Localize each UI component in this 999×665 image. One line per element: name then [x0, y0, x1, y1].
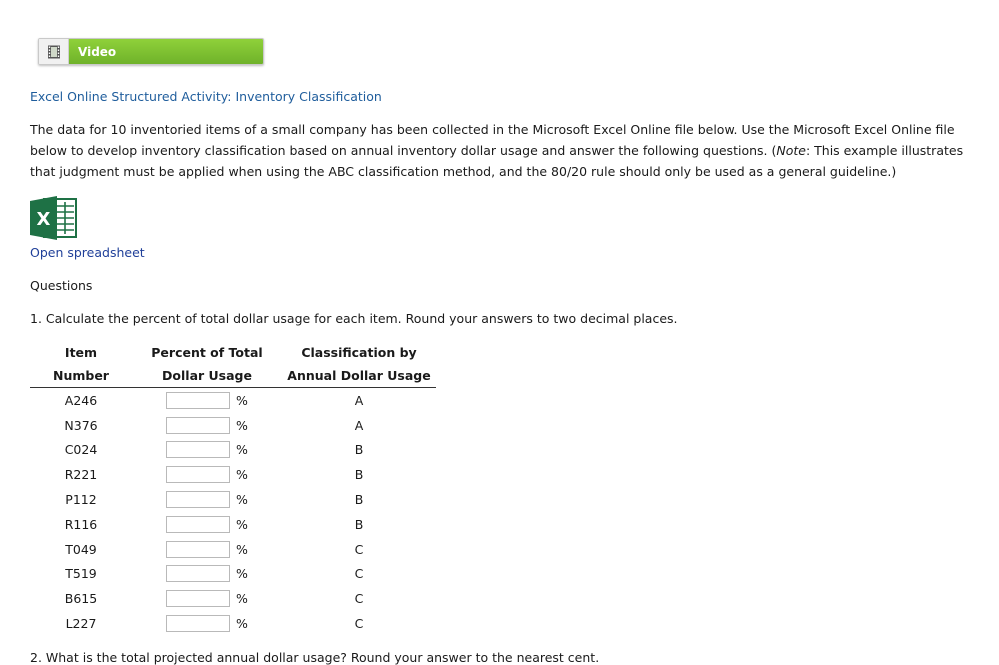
question-1-text: 1. Calculate the percent of total dollar usage for each item. Round your answers to two decimal places.: [30, 311, 678, 326]
item-number: L227: [65, 616, 97, 632]
percent-cell: [132, 615, 282, 632]
percent-input[interactable]: [166, 491, 230, 508]
item-number: R221: [64, 467, 98, 483]
percent-cell: [132, 491, 282, 508]
item-number: T519: [65, 566, 97, 582]
item-number: N376: [64, 417, 98, 433]
header-item-number: [30, 341, 132, 387]
percent-input[interactable]: [166, 392, 230, 409]
note-label: Note: [776, 143, 806, 158]
table-body: [30, 388, 436, 636]
intro-text-start: The data for 10 inventoried items of a small company has been collected in the Microsoft Excel Online file below. Use the Microsoft Excel Online file below to develop inventory classification based on annual inventory dollar usage and answer the following questions. (: [30, 122, 955, 158]
table-row: [30, 413, 436, 438]
header-item-line1: Item: [64, 345, 98, 360]
percent-cell: [132, 516, 282, 533]
item-number: R116: [64, 516, 98, 532]
percent-sign: %: [236, 392, 248, 408]
percent-cell: [132, 466, 282, 483]
table-row: [30, 611, 436, 636]
excel-icon[interactable]: [30, 196, 78, 243]
item-number: B615: [64, 591, 98, 607]
table-row: [30, 562, 436, 587]
classification: A: [354, 392, 364, 408]
percent-cell: [132, 590, 282, 607]
header-percent: [132, 341, 282, 387]
header-class-line2: Annual Dollar Usage: [287, 368, 431, 383]
percent-input[interactable]: [166, 466, 230, 483]
questions-heading: Questions: [30, 278, 93, 293]
classification: B: [354, 467, 364, 483]
table-row: [30, 537, 436, 562]
table-row: [30, 462, 436, 487]
percent-input[interactable]: [166, 590, 230, 607]
percent-sign: %: [236, 616, 248, 632]
classification: A: [354, 417, 364, 433]
classification: C: [354, 541, 364, 557]
header-class-line1: Classification by: [301, 345, 417, 360]
table-header: [30, 341, 436, 388]
percent-sign: %: [236, 467, 248, 483]
film-icon: [39, 39, 69, 64]
percent-sign: %: [236, 492, 248, 508]
percent-input[interactable]: [166, 565, 230, 582]
item-number: A246: [64, 392, 98, 408]
video-button[interactable]: [38, 38, 264, 65]
percent-sign: %: [236, 591, 248, 607]
table-row: [30, 586, 436, 611]
item-number: T049: [65, 541, 97, 557]
table-row: [30, 388, 436, 413]
percent-input[interactable]: [166, 615, 230, 632]
open-spreadsheet-link[interactable]: Open spreadsheet: [30, 245, 145, 260]
question-2-text: 2. What is the total projected annual dollar usage? Round your answer to the nearest cent.: [30, 650, 600, 665]
percent-cell: [132, 441, 282, 458]
header-percent-line1: Percent of Total: [151, 345, 263, 360]
classification: B: [354, 516, 364, 532]
percent-cell: [132, 565, 282, 582]
table-row: [30, 438, 436, 463]
item-number: P112: [65, 492, 97, 508]
percent-sign: %: [236, 417, 248, 433]
classification: C: [354, 616, 364, 632]
percent-sign: %: [236, 566, 248, 582]
percent-cell: [132, 541, 282, 558]
percent-input[interactable]: [166, 516, 230, 533]
header-classification: [282, 341, 436, 387]
item-number: C024: [64, 442, 98, 458]
percent-cell: [132, 417, 282, 434]
intro-paragraph: [30, 119, 970, 182]
classification-table: [30, 341, 436, 636]
classification: B: [354, 442, 364, 458]
percent-input[interactable]: [166, 441, 230, 458]
percent-sign: %: [236, 541, 248, 557]
table-row: [30, 512, 436, 537]
percent-cell: [132, 392, 282, 409]
video-button-label: Video: [69, 39, 263, 64]
header-percent-line2: Dollar Usage: [162, 368, 252, 383]
header-item-line2: Number: [53, 368, 109, 383]
percent-sign: %: [236, 516, 248, 532]
percent-input[interactable]: [166, 541, 230, 558]
activity-title: Excel Online Structured Activity: Inventory Classification: [30, 89, 382, 104]
table-row: [30, 487, 436, 512]
percent-input[interactable]: [166, 417, 230, 434]
classification: B: [354, 492, 364, 508]
classification: C: [354, 566, 364, 582]
percent-sign: %: [236, 442, 248, 458]
svg-text:X: X: [36, 209, 51, 230]
intro-text-end: : This example illustrates that judgment must be applied when using the ABC classification method, and the 80/20 rule should only be used as a general guideline.): [30, 143, 964, 179]
classification: C: [354, 591, 364, 607]
